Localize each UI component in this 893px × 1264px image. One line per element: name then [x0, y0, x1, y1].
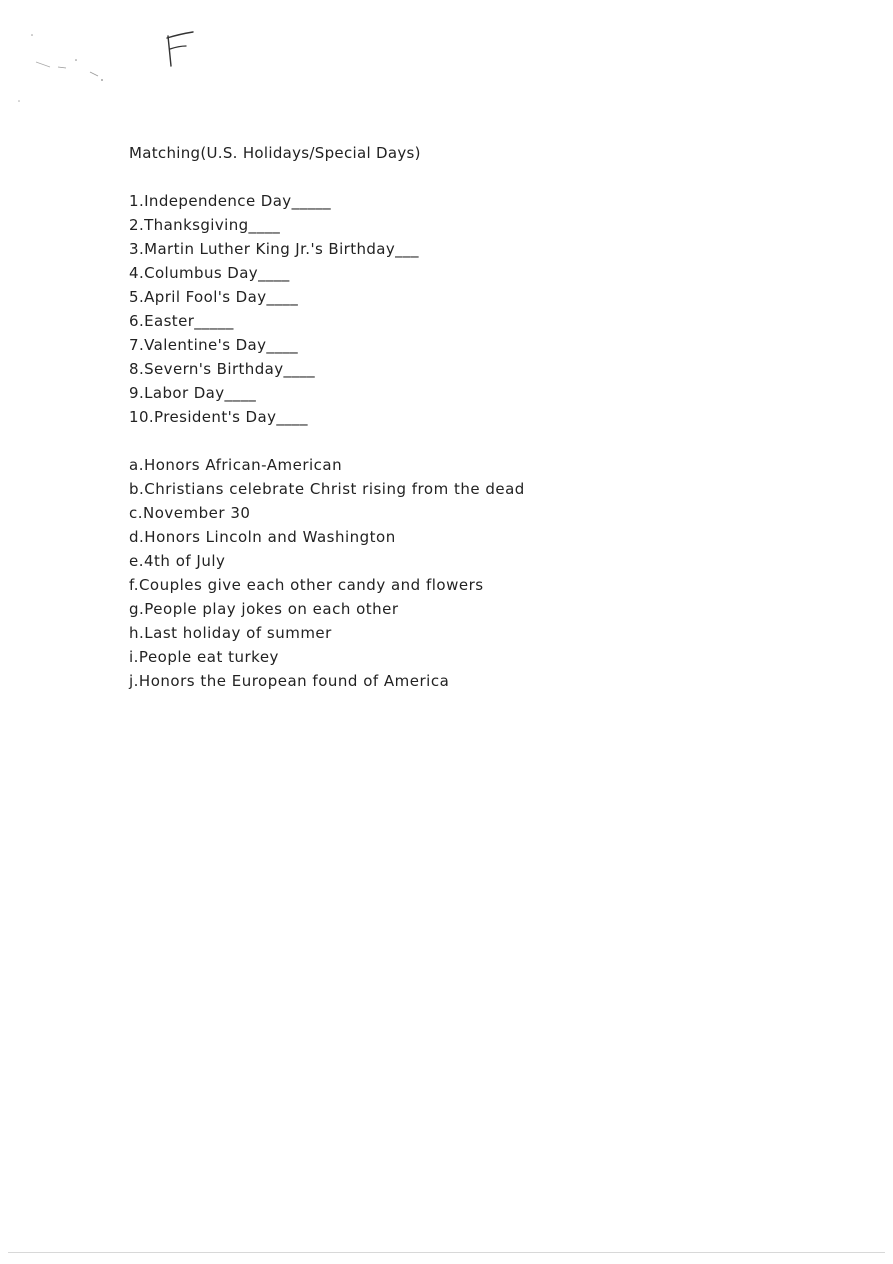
description-item: b.Christians celebrate Christ rising from the dead: [129, 480, 525, 498]
description-list: [129, 453, 829, 693]
description-item: d.Honors Lincoln and Washington: [129, 528, 396, 546]
description-item: g.People play jokes on each other: [129, 600, 399, 618]
description-item: a.Honors African-American: [129, 456, 343, 474]
holiday-item: 1.Independence Day_____: [129, 192, 332, 210]
scan-artifacts: [10, 30, 120, 110]
worksheet-content: [129, 141, 829, 693]
description-item: c.November 30: [129, 504, 251, 522]
holiday-list: [129, 189, 829, 429]
bottom-edge-line: [8, 1252, 885, 1253]
description-item: i.People eat turkey: [129, 648, 279, 666]
description-item: f.Couples give each other candy and flowers: [129, 576, 484, 594]
description-item: h.Last holiday of summer: [129, 624, 332, 642]
description-item: e.4th of July: [129, 552, 226, 570]
handwritten-letter-f-mark: [160, 30, 200, 74]
holiday-item: 10.President's Day____: [129, 408, 308, 426]
holiday-item: 5.April Fool's Day____: [129, 288, 299, 306]
description-item: j.Honors the European found of America: [129, 672, 450, 690]
holiday-item: 4.Columbus Day____: [129, 264, 290, 282]
worksheet-title: Matching(U.S. Holidays/Special Days): [129, 144, 421, 162]
holiday-item: 9.Labor Day____: [129, 384, 257, 402]
holiday-item: 7.Valentine's Day____: [129, 336, 299, 354]
holiday-item: 8.Severn's Birthday____: [129, 360, 316, 378]
holiday-item: 3.Martin Luther King Jr.'s Birthday___: [129, 240, 419, 258]
holiday-item: 2.Thanksgiving____: [129, 216, 281, 234]
holiday-item: 6.Easter_____: [129, 312, 234, 330]
